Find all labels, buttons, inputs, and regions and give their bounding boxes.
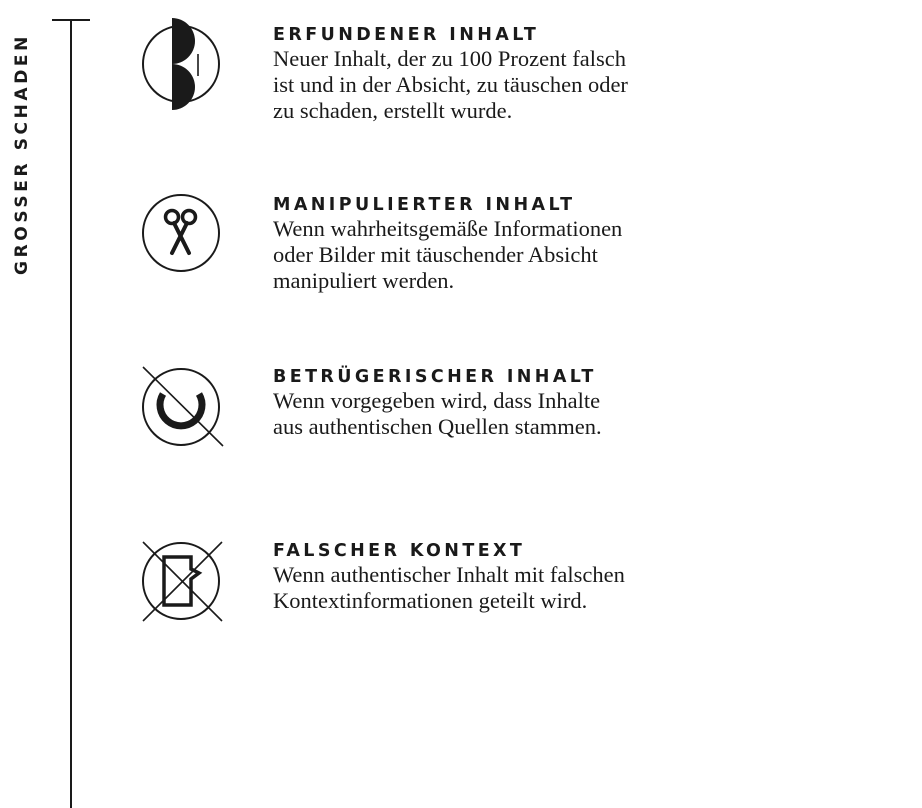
crossed-out-document-icon — [140, 534, 224, 630]
fabricated-content-icon — [140, 18, 224, 114]
entry-description: Neuer Inhalt, der zu 100 Prozent falsch ist und in der Absicht, zu täuschen oder zu schaden, erstellt wurde. — [273, 46, 628, 123]
severity-axis-top-tick — [52, 19, 90, 21]
severity-label: GROSSER SCHADEN — [12, 33, 32, 275]
entry-title: BETRÜGERISCHER INHALT — [273, 367, 597, 387]
severity-axis-line — [70, 20, 72, 808]
scissors-icon — [140, 186, 224, 282]
entry-title: MANIPULIERTER INHALT — [273, 195, 576, 215]
entry-title: ERFUNDENER INHALT — [273, 25, 540, 45]
entry-description: Wenn authentischer Inhalt mit falschen Kontextinformationen geteilt wird. — [273, 562, 625, 613]
crossed-out-horseshoe-icon — [140, 360, 224, 456]
entry-title: FALSCHER KONTEXT — [273, 541, 526, 561]
entry-description: Wenn vorgegeben wird, dass Inhalte aus authentischen Quellen stammen. — [273, 388, 602, 439]
side-axis-label — [8, 20, 36, 288]
entry-description: Wenn wahrheitsgemäße Informationen oder Bilder mit täuschender Absicht manipuliert werden. — [273, 216, 623, 293]
